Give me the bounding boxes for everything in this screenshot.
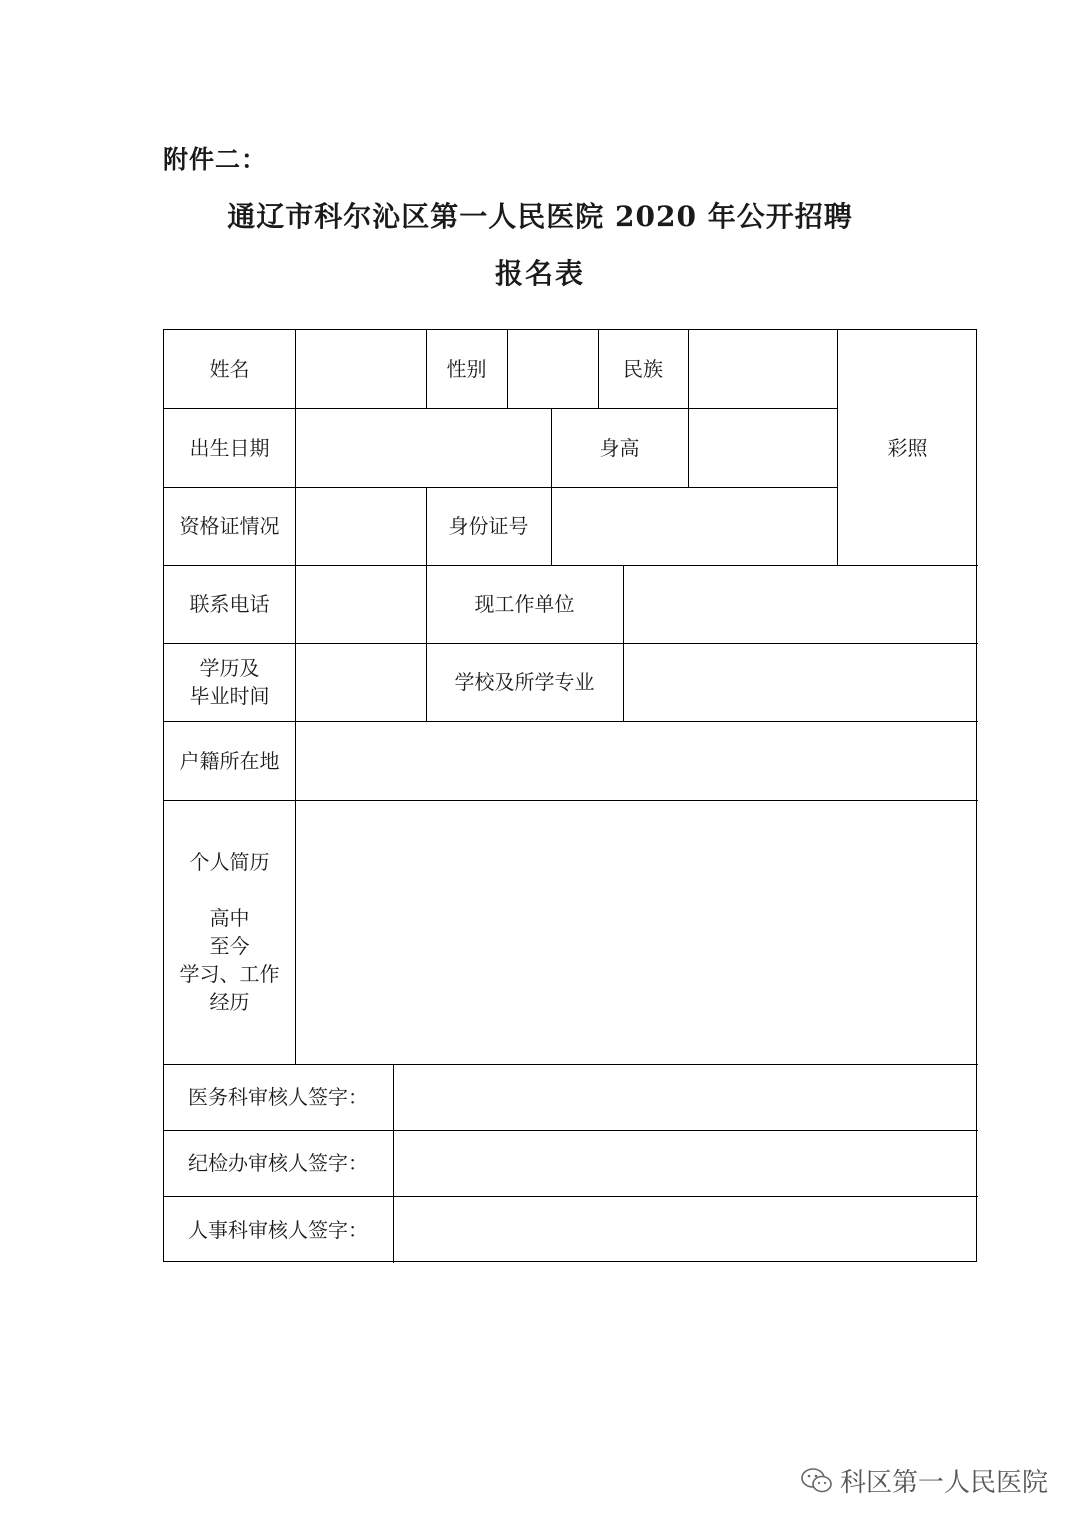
birth-date-field[interactable] (295, 408, 551, 487)
current-employer-label: 现工作单位 (474, 592, 575, 616)
phone-field[interactable] (295, 565, 426, 643)
height-label: 身高 (599, 435, 640, 460)
attachment-label: 附件二： (163, 145, 268, 174)
photo-box[interactable]: 彩照 (887, 435, 928, 460)
resume-note-line: 学习、工作 (179, 962, 280, 986)
school-major-label: 学校及所学专业 (454, 670, 595, 694)
education-label-line1: 学历及 (199, 656, 260, 680)
medical-affairs-sign-label: 医务科审核人签字： (188, 1085, 368, 1109)
page-subtitle: 报名表 (494, 257, 585, 290)
household-registration-field[interactable] (295, 721, 978, 800)
watermark-text: 科区第一人民医院 (839, 1468, 1048, 1498)
name-label: 姓名 (209, 357, 250, 381)
resume-note-line: 高中 (209, 906, 250, 930)
page-title: 通辽市科尔沁区第一人民医院 2020 年公开招聘 (227, 200, 853, 233)
wechat-icon (800, 1466, 834, 1496)
medical-affairs-sign-field[interactable] (393, 1064, 978, 1130)
resume-label (164, 800, 295, 1064)
birth-date-label: 出生日期 (189, 435, 270, 460)
discipline-office-sign-label: 纪检办审核人签字： (188, 1151, 368, 1175)
qualification-label: 资格证情况 (179, 514, 280, 538)
discipline-office-sign-field[interactable] (393, 1130, 978, 1196)
education-field[interactable] (295, 643, 426, 721)
household-registration-label: 户籍所在地 (179, 748, 280, 773)
ethnicity-label: 民族 (623, 357, 663, 381)
watermark (800, 1462, 1048, 1499)
ethnicity-field[interactable] (688, 330, 837, 408)
resume-note-line: 经历 (209, 990, 250, 1014)
current-employer-field[interactable] (623, 565, 978, 643)
qualification-field[interactable] (295, 487, 426, 565)
phone-label: 联系电话 (189, 592, 270, 616)
resume-title: 个人简历 (189, 850, 270, 874)
school-major-field[interactable] (623, 643, 978, 721)
education-label-line2: 毕业时间 (189, 684, 270, 708)
personnel-sign-field[interactable] (393, 1196, 978, 1263)
personnel-sign-label: 人事科审核人签字： (188, 1217, 368, 1242)
id-number-label: 身份证号 (448, 514, 529, 538)
resume-note-line: 至今 (209, 934, 250, 958)
registration-form (163, 329, 977, 1262)
id-number-field[interactable] (551, 487, 837, 565)
gender-label: 性别 (446, 357, 487, 381)
education-label (164, 643, 295, 721)
height-field[interactable] (688, 408, 837, 487)
gender-field[interactable] (507, 330, 598, 408)
resume-field[interactable] (295, 800, 978, 1064)
name-field[interactable] (295, 330, 426, 408)
